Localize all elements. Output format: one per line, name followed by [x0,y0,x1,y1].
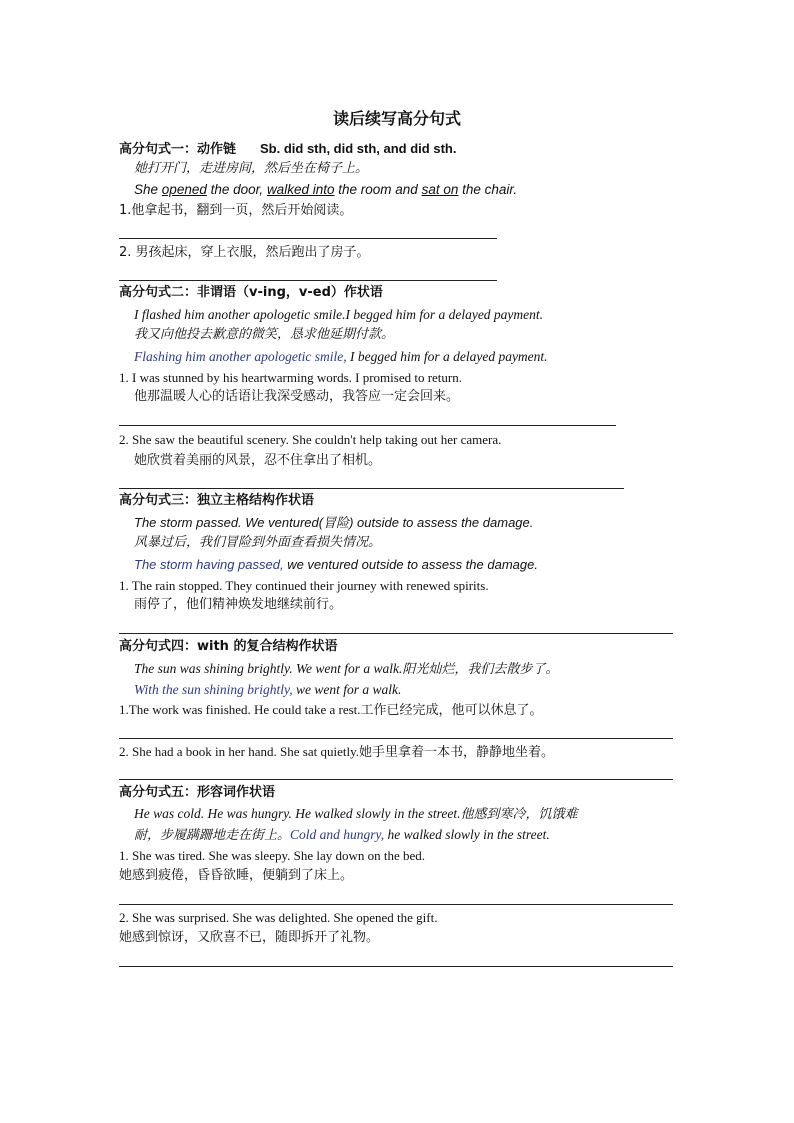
s4-example-rewrite: With the sun shining brightly, we went for a walk. [134,682,402,697]
answer-line [119,966,673,967]
s2-question-1-cn: 他那温暖人心的话语让我深受感动，我答应一定会回来。 [134,389,460,404]
s4-question-2: 2. She had a book in her hand. She sat quietly.她手里拿着一本书，静静地坐着。 [119,744,554,760]
s2-example-cn: 我又向他投去歉意的微笑，恳求他延期付款。 [134,327,395,342]
s5-question-1-en: 1. She was tired. She was sleepy. She lay down on the bed. [119,848,426,863]
s5-question-2-cn: 她感到惊讶，又欣喜不已，随即拆开了礼物。 [119,930,380,945]
section-1-formula: Sb. did sth, did sth, and did sth. [260,141,457,156]
s5-question-1-cn: 她感到疲倦，昏昏欲睡，便躺到了床上。 [119,868,354,883]
s5-example-rewrite: 耐，步履蹒跚地走在街上。Cold and hungry, he walked slowly in the street. [134,827,550,843]
s3-example-en: The storm passed. We ventured(冒险) outside to assess the damage. [134,515,534,531]
answer-line [119,280,497,281]
section-3-heading: 高分句式三：独立主格结构作状语 [119,493,315,508]
answer-line [119,904,673,905]
answer-line [119,488,624,489]
s2-question-2-en: 2. She saw the beautiful scenery. She couldn't help taking out her camera. [119,432,502,447]
section-4-heading: 高分句式四：with 的复合结构作状语 [119,639,338,654]
s4-question-1: 1.The work was finished. He could take a rest.工作已经完成，他可以休息了。 [119,702,543,718]
s1-example-en: She opened the door, walked into the room and sat on the chair. [134,182,518,197]
s1-example-cn: 她打开门，走进房间，然后坐在椅子上。 [134,161,369,176]
s4-example: The sun was shining brightly. We went for a walk.阳光灿烂，我们去散步了。 [134,661,559,677]
s5-question-2-en: 2. She was surprised. She was delighted. She opened the gift. [119,910,438,925]
s2-example-en: I flashed him another apologetic smile.I begged him for a delayed payment. [134,307,544,322]
s2-question-2-cn: 她欣赏着美丽的风景，忍不住拿出了相机。 [134,453,382,468]
section-2-heading: 高分句式二：非谓语（v-ing，v-ed）作状语 [119,285,383,300]
s3-example-rewrite: The storm having passed, we ventured outside to assess the damage. [134,557,538,572]
s3-example-cn: 风暴过后，我们冒险到外面查看损失情况。 [134,535,382,550]
page-title: 读后续写高分句式 [332,109,461,128]
answer-line [119,779,673,780]
section-5-heading: 高分句式五：形容词作状语 [119,785,276,800]
s3-question-1-cn: 雨停了，他们精神焕发地继续前行。 [134,597,343,612]
s3-question-1-en: 1. The rain stopped. They continued their journey with renewed spirits. [119,578,489,593]
s2-example-rewrite: Flashing him another apologetic smile, I begged him for a delayed payment. [134,349,548,364]
section-1-heading: 高分句式一：动作链 Sb. did sth, did sth, and did sth. [119,141,457,157]
answer-line [119,238,497,239]
s5-example: He was cold. He was hungry. He walked slowly in the street.他感到寒冷，饥饿难 [134,806,578,822]
s1-question-2: 2. 男孩起床，穿上衣服，然后跑出了房子。 [119,245,370,260]
answer-line [119,633,673,634]
answer-line [119,425,616,426]
answer-line [119,738,673,739]
s2-question-1-en: 1. I was stunned by his heartwarming words. I promised to return. [119,370,462,385]
s1-question-1: 1.他拿起书，翻到一页，然后开始阅读。 [119,203,353,218]
